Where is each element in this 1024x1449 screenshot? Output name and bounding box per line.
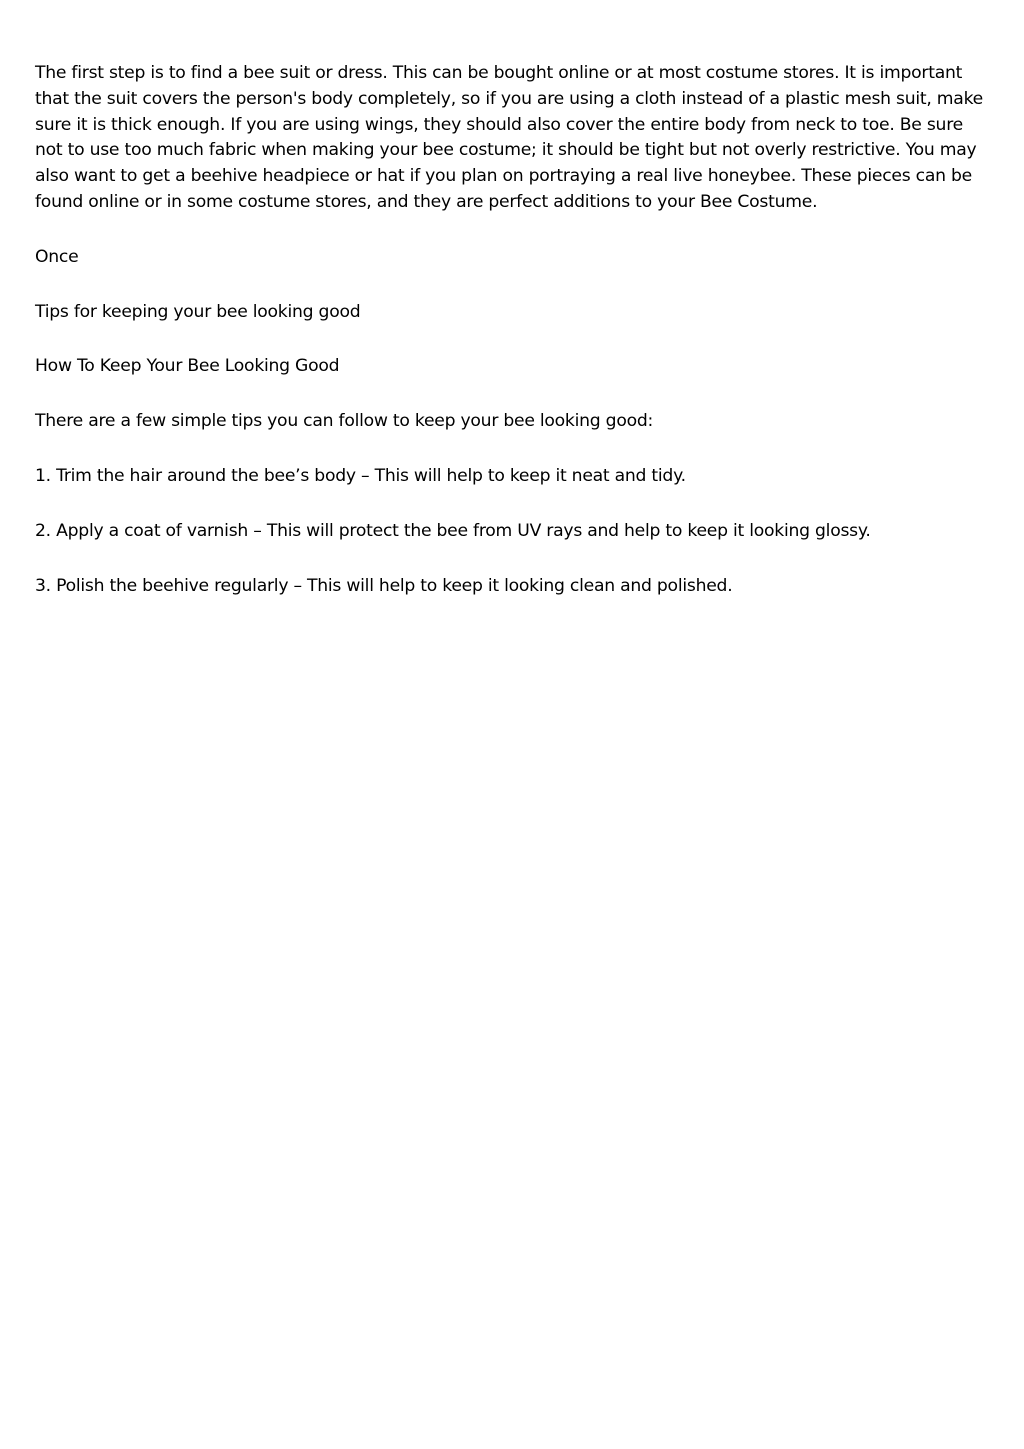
tip-item-2: 2. Apply a coat of varnish – This will protect the bee from UV rays and help to keep it looking glossy. [35,520,871,541]
tip-item-1: 1. Trim the hair around the bee’s body – This will help to keep it neat and tidy. [35,465,686,486]
document-page [35,61,995,628]
tips-heading: Tips for keeping your bee looking good [35,301,361,322]
how-to-heading: How To Keep Your Bee Looking Good [35,356,340,377]
tip-item-3: 3. Polish the beehive regularly – This will help to keep it looking clean and polished. [35,575,733,596]
tips-intro-paragraph: There are a few simple tips you can follow to keep your bee looking good: [35,411,654,432]
once-paragraph: Once [35,246,79,267]
intro-paragraph: The first step is to find a bee suit or dress. This can be bought online or at most costume stores. It is important that the suit covers the person's body completely, so if you are using a cloth instead of a plastic mesh suit, make sure it is thick enough. If you are using wings, they should also cover the entire body from neck to toe. Be sure not to use too much fabric when making your bee costume; it should be tight but not overly restrictive. You may also want to get a beehive headpiece or hat if you plan on portraying a real live honeybee. These pieces can be found online or in some costume stores, and they are perfect additions to your Bee Costume. [35,63,983,212]
